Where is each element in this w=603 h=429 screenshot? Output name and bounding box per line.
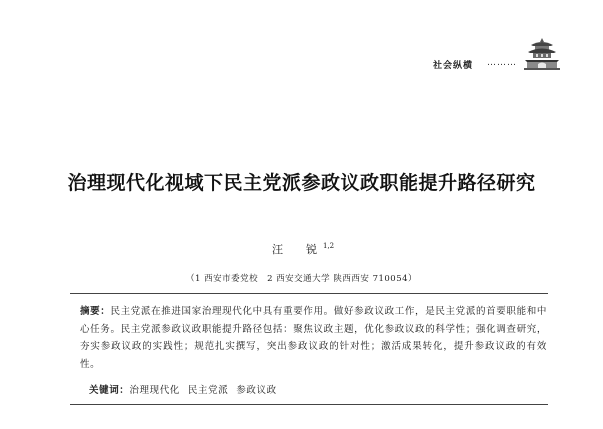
keywords-line: [89, 382, 285, 396]
keyword-item: 民主党派: [187, 385, 229, 396]
abstract-text: 民主党派在推进国家治理现代化中具有重要作用。做好参政议政工作，是民主党派的首要职能和中心任务。民主党派参政议政职能提升路径包括：聚焦议政主题，优化参政议政的科学性；强化调查研究，夯实参政议政的实践性；规范扎实撰写，突出参政议政的针对性；激活成果转化，提升参政议政的有效性。: [80, 306, 547, 370]
article-title: 治理现代化视域下民主党派参政议政职能提升路径研究: [67, 172, 536, 194]
keywords-label: 关键词：: [89, 385, 130, 396]
author-name: 汪 锐: [272, 243, 323, 256]
section-dots: ………: [487, 58, 517, 68]
keyword-item: 治理现代化: [129, 385, 180, 396]
keyword-item: 参政议政: [236, 385, 277, 396]
author-affiliation: （1 西安市委党校 2 西安交通大学 陕西西安 710054）: [185, 274, 418, 284]
section-label: 社会纵横: [433, 61, 474, 71]
abstract-block: [80, 303, 547, 373]
abstract-label: 摘要：: [80, 306, 111, 317]
pagoda-emblem-icon: [522, 34, 562, 74]
abstract-bottom-rule: [70, 404, 548, 405]
abstract-top-rule: [70, 293, 548, 294]
author-line: [272, 241, 334, 257]
author-affiliation-marker: 1,2: [323, 242, 335, 250]
